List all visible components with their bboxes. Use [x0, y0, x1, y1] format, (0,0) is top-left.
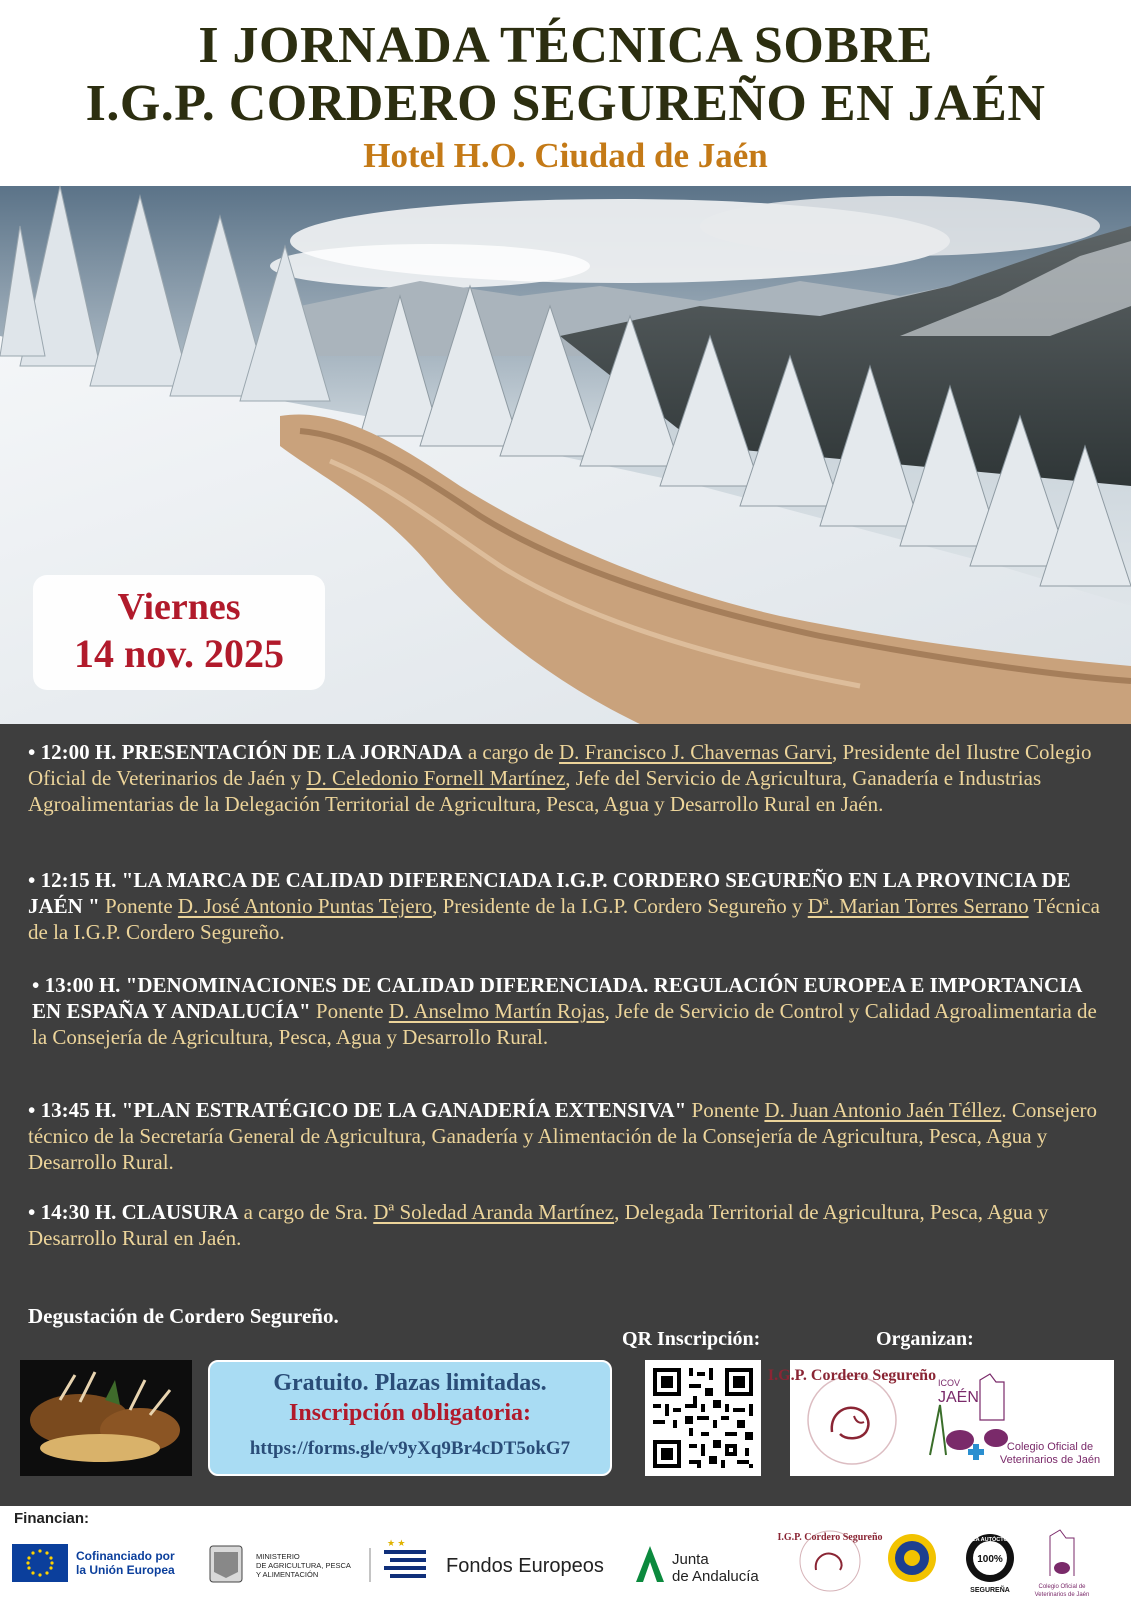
organizers-logos-graphic	[767, 1360, 1114, 1476]
junta-andalucia-icon	[636, 1546, 664, 1582]
tasting-note: Degustación de Cordero Segureño.	[28, 1304, 339, 1328]
poster-header	[0, 0, 1131, 186]
qr-code[interactable]	[645, 1360, 761, 1476]
agenda-item-1200	[28, 739, 1108, 817]
agenda-text: Ponente	[686, 1098, 765, 1122]
agenda-text: Ponente	[310, 999, 389, 1023]
free-limited-text: Gratuito. Plazas limitadas.	[273, 1370, 547, 1396]
speaker-name: D. Francisco J. Chavernas Garvi	[559, 740, 832, 764]
date-badge	[33, 575, 325, 690]
agenda-text: a cargo de	[462, 740, 559, 764]
agenda-text: , Presidente de la I.G.P. Cordero Segureño y	[432, 894, 808, 918]
registration-link[interactable]: https://forms.gle/v9yXq9Br4cDT5okG7	[249, 1438, 571, 1459]
olive-branch-icon	[930, 1405, 946, 1455]
agenda-text: , Delegada Territorial de Agricultura, Pesca, Agua y Desarrollo Rural en Jaén.	[28, 1200, 1049, 1250]
qr-code-graphic	[645, 1360, 761, 1476]
college-small-line-2: Veterinarios de Jaén	[1034, 1592, 1090, 1598]
ministry-line-1: MINISTERIO	[256, 1552, 300, 1561]
lamb-dish-illustration	[20, 1360, 192, 1476]
junta-line-1: Junta	[672, 1551, 709, 1568]
venue-subtitle: Hotel H.O. Ciudad de Jaén	[363, 136, 768, 175]
agenda-head: • 12:00 H. PRESENTACIÓN DE LA JORNADA	[28, 740, 463, 764]
speaker-name: D. Juan Antonio Jaén Téllez	[764, 1098, 1002, 1122]
svg-text:★ ★: ★ ★	[387, 1538, 406, 1548]
college-small-line-1: Colegio Oficial de	[1038, 1584, 1086, 1590]
speaker-name: D. Anselmo Martín Rojas	[388, 999, 605, 1023]
agenda-text: , Presidente del Ilustre Colegio Oficial de Veterinarios de Jaén y	[28, 740, 1092, 790]
eu-line-2: la Unión Europea	[76, 1563, 175, 1577]
title-line-2: I.G.P. CORDERO SEGUREÑO EN JAÉN	[85, 75, 1046, 132]
raza-percentage: 100%	[977, 1554, 1003, 1565]
speaker-name: Dª. Marian Torres Serrano	[807, 894, 1029, 918]
agenda-text: . Consejero técnico de la Secretaría General de Agricultura, Ganadería y Alimentación de la Consejería de Agricultura, Pesca, Agua y Desarrollo Rural.	[28, 1098, 1098, 1174]
icov-small-text: ICOV	[938, 1378, 961, 1388]
fondos-europeos-icon	[384, 1550, 426, 1578]
junta-line-2: de Andalucía	[672, 1568, 759, 1585]
program-panel	[0, 724, 1131, 1506]
agenda-item-1430	[28, 1199, 1108, 1251]
igp-small-text: I.G.P. Cordero Segureño	[777, 1532, 883, 1543]
igp-logo-text: I.G.P. Cordero Segureño	[767, 1367, 937, 1384]
ministry-line-3: Y ALIMENTACIÓN	[256, 1570, 319, 1579]
ministry-line-2: DE AGRICULTURA, PESCA	[256, 1561, 351, 1570]
speaker-name: D. Celedonio Fornell Martínez	[306, 766, 566, 790]
agenda-item-1215	[28, 867, 1108, 945]
cross-icon	[968, 1449, 984, 1455]
organizers-label: Organizan:	[876, 1328, 974, 1350]
agenda-head: • 12:15 H. "LA MARCA DE CALIDAD DIFERENCIADA I.G.P. CORDERO SEGUREÑO EN LA PROVINCIA DE JAÉN "	[28, 868, 1071, 918]
funding-footer	[0, 1506, 1131, 1600]
agenda-text: a cargo de Sra.	[238, 1200, 374, 1224]
igp-ring	[808, 1376, 896, 1464]
agenda-item-1345	[28, 1097, 1108, 1175]
event-date: 14 nov. 2025	[73, 631, 285, 676]
agenda-text: Técnica de la I.G.P. Cordero Segureño.	[28, 894, 1100, 944]
event-weekday: Viernes	[117, 586, 241, 628]
raza-top-text: RAZA AUTÓCTONA	[964, 1537, 1016, 1543]
agenda-text: , Jefe de Servicio de Control y Calidad Agroalimentaria de la Consejería de Agricultura, Pesca, Agua y Desarrollo Rural.	[32, 999, 1097, 1049]
funders-logos	[0, 1506, 1131, 1600]
agenda-text: , Jefe del Servicio de Agricultura, Ganadería e Industrias Agroalimentarias de la Delegación Territorial de Agricultura, Pesca, Agua y Desarrollo Rural en Jaén.	[28, 766, 1042, 816]
eu-line-1: Cofinanciado por	[76, 1549, 175, 1563]
lamb-dish-photo	[20, 1360, 192, 1476]
cathedral-icon	[980, 1374, 1004, 1420]
title-line-1: I JORNADA TÉCNICA SOBRE	[198, 17, 933, 74]
registration-box	[208, 1360, 612, 1476]
qr-label: QR Inscripción:	[622, 1328, 761, 1350]
organizers-logos	[767, 1360, 1114, 1476]
icov-city-text: JAÉN	[938, 1389, 979, 1406]
agenda-head: • 13:00 H. "DENOMINACIONES DE CALIDAD DIFERENCIADA. REGULACIÓN EUROPEA E IMPORTANCIA EN ESPAÑA Y ANDALUCÍA"	[32, 973, 1082, 1023]
agenda-head: • 13:45 H. "PLAN ESTRATÉGICO DE LA GANADERÍA EXTENSIVA"	[28, 1098, 687, 1122]
mandatory-registration-text: Inscripción obligatoria:	[288, 1400, 531, 1426]
agenda-head: • 14:30 H. CLAUSURA	[28, 1200, 239, 1224]
agenda-item-1300	[32, 972, 1112, 1050]
college-line-2: Veterinarios de Jaén	[999, 1454, 1101, 1466]
fondos-europeos-text: Fondos Europeos	[446, 1555, 604, 1577]
funders-label: Financian:	[14, 1510, 90, 1527]
raza-bottom-text: SEGUREÑA	[970, 1587, 1010, 1594]
agenda-text: Ponente	[99, 894, 178, 918]
grape-icon	[946, 1430, 974, 1450]
college-line-1: Colegio Oficial de	[1006, 1441, 1094, 1453]
speaker-name: Dª Soledad Aranda Martínez	[373, 1200, 615, 1224]
speaker-name: D. José Antonio Puntas Tejero	[177, 894, 433, 918]
